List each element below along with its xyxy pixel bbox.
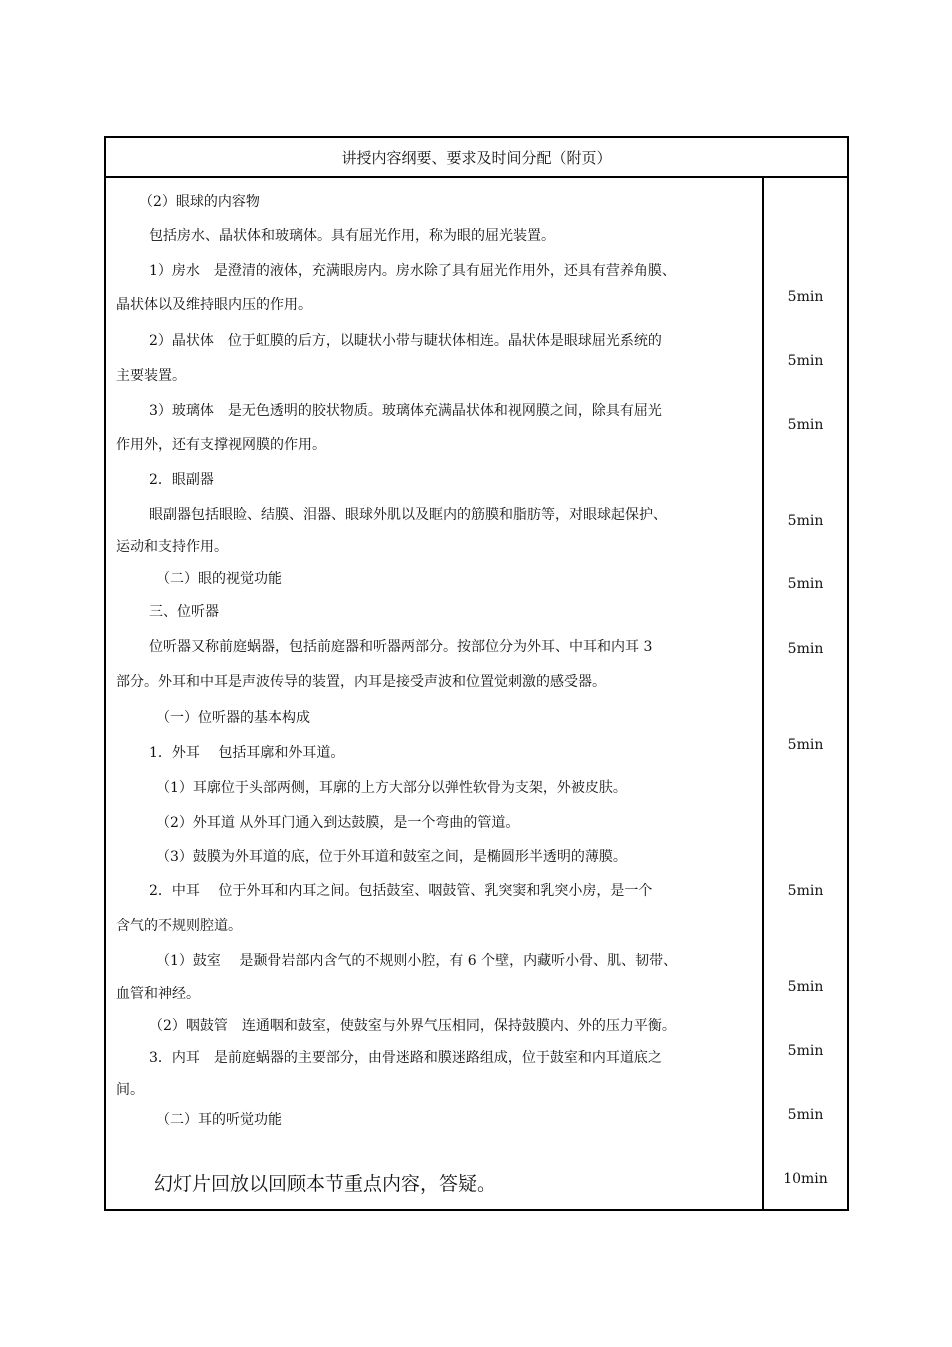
content-line: 作用外，还有支撑视网膜的作用。 bbox=[116, 437, 326, 453]
time-column bbox=[764, 178, 847, 1209]
content-line: 1．外耳 包括耳廓和外耳道。 bbox=[149, 745, 345, 761]
closing-line: 幻灯片回放以回顾本节重点内容，答疑。 bbox=[154, 1173, 497, 1195]
content-line: 包括房水、晶状体和玻璃体。具有屈光作用，称为眼的屈光装置。 bbox=[149, 228, 555, 244]
content-column bbox=[106, 178, 762, 1209]
content-line: 1）房水 是澄清的液体，充满眼房内。房水除了具有屈光作用外，还具有营养角膜、 bbox=[149, 263, 676, 279]
content-line: （二）眼的视觉功能 bbox=[156, 571, 282, 587]
table-header: 讲授内容纲要、要求及时间分配（附页） bbox=[106, 138, 847, 178]
content-line: 晶状体以及维持眼内压的作用。 bbox=[116, 297, 312, 313]
content-line: （二）耳的听觉功能 bbox=[156, 1112, 282, 1128]
time-cell: 5min bbox=[787, 513, 824, 529]
content-line: 位听器又称前庭蜗器，包括前庭器和听器两部分。按部位分为外耳、中耳和内耳 3 bbox=[149, 639, 653, 655]
content-line: 部分。外耳和中耳是声波传导的装置，内耳是接受声波和位置觉刺激的感受器。 bbox=[116, 674, 606, 690]
content-line: 主要装置。 bbox=[116, 368, 186, 384]
content-line: 运动和支持作用。 bbox=[116, 539, 228, 555]
content-line: 间。 bbox=[116, 1082, 144, 1098]
time-cell: 5min bbox=[787, 576, 824, 592]
time-cell: 10min bbox=[783, 1171, 828, 1187]
content-line: （2）眼球的内容物 bbox=[139, 194, 260, 210]
content-line: （3）鼓膜为外耳道的底，位于外耳道和鼓室之间，是椭圆形半透明的薄膜。 bbox=[156, 849, 627, 865]
content-line: （1）鼓室 是颞骨岩部内含气的不规则小腔，有 6 个壁，内藏听小骨、肌、韧带、 bbox=[156, 953, 678, 969]
time-cell: 5min bbox=[787, 641, 824, 657]
content-line: （1）耳廓位于头部两侧，耳廓的上方大部分以弹性软骨为支架，外被皮肤。 bbox=[156, 780, 627, 796]
time-cell: 5min bbox=[787, 417, 824, 433]
time-cell: 5min bbox=[787, 979, 824, 995]
time-cell: 5min bbox=[787, 353, 824, 369]
content-line: 2）晶状体 位于虹膜的后方，以睫状小带与睫状体相连。晶状体是眼球屈光系统的 bbox=[149, 333, 662, 349]
content-line: （2）外耳道 从外耳门通入到达鼓膜，是一个弯曲的管道。 bbox=[156, 815, 520, 831]
content-line: 2．眼副器 bbox=[149, 472, 214, 488]
content-line: 三、位听器 bbox=[149, 604, 219, 620]
content-line: 含气的不规则腔道。 bbox=[116, 918, 242, 934]
time-cell: 5min bbox=[787, 737, 824, 753]
content-line: （2）咽鼓管 连通咽和鼓室，使鼓室与外界气压相同，保持鼓膜内、外的压力平衡。 bbox=[149, 1018, 676, 1034]
outline-table bbox=[104, 136, 849, 1211]
content-line: 2．中耳 位于外耳和内耳之间。包括鼓室、咽鼓管、乳突窦和乳突小房，是一个 bbox=[149, 883, 653, 899]
time-cell: 5min bbox=[787, 289, 824, 305]
content-line: （一）位听器的基本构成 bbox=[156, 710, 310, 726]
time-cell: 5min bbox=[787, 883, 824, 899]
time-cell: 5min bbox=[787, 1043, 824, 1059]
content-line: 3．内耳 是前庭蜗器的主要部分，由骨迷路和膜迷路组成，位于鼓室和内耳道底之 bbox=[149, 1050, 662, 1066]
content-line: 血管和神经。 bbox=[116, 986, 200, 1002]
content-line: 眼副器包括眼睑、结膜、泪器、眼球外肌以及眶内的筋膜和脂肪等，对眼球起保护、 bbox=[149, 507, 667, 523]
time-cell: 5min bbox=[787, 1107, 824, 1123]
content-line: 3）玻璃体 是无色透明的胶状物质。玻璃体充满晶状体和视网膜之间，除具有屈光 bbox=[149, 403, 662, 419]
